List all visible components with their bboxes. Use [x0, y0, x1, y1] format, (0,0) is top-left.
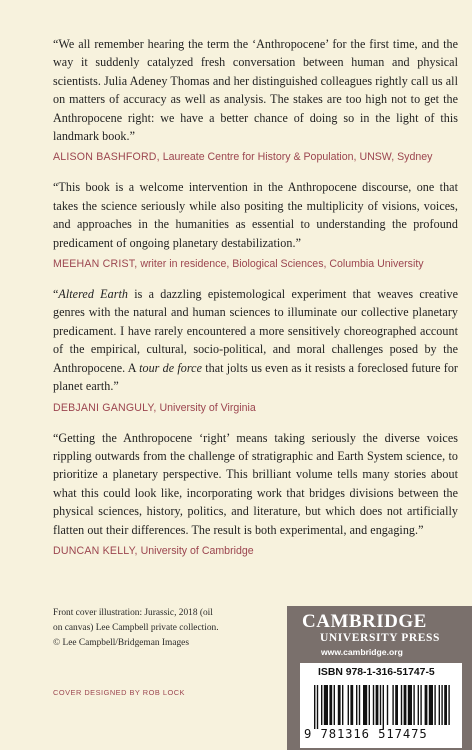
quote-middle: is a dazzling epistemological experiment that weaves creative genres with the natural and human sciences to illuminate our collective planetary predicament. I have rarely encountered a more sensitively choreographed account of the empirical, cultural, socio-political, and moral challenges posed by the Anthropocene. A	[53, 287, 458, 375]
publisher-url: www.cambridge.org	[321, 647, 403, 657]
quote-text: “Getting the Anthropocene ‘right’ means taking seriously the diverse voices rippling outwards from the challenge of stratigraphic and Earth System science, to prioritize a planetary perspective. This brilliant volume tells many stories about what this could look like, incorporating work that bridges divisions between the physical sciences, history, politics, and literature, but which does not artificially flatten out their differences. The result is both experimental, and engaging.”	[53, 430, 458, 537]
barcode-digits: 9 781316 517475	[304, 727, 428, 741]
credit-line: © Lee Campbell/Bridgeman Images	[53, 638, 189, 648]
isbn-label: ISBN 978-1-316-51747-5	[318, 667, 435, 678]
barcode-bar	[401, 685, 402, 725]
publisher-subtitle: UNIVERSITY PRESS	[320, 632, 441, 644]
barcode-bar	[348, 685, 349, 725]
endorsement-bashford	[53, 35, 458, 164]
barcode-bar	[448, 685, 449, 725]
barcode-bar	[363, 685, 367, 725]
barcode-bar	[420, 685, 421, 725]
barcode-bar	[434, 685, 435, 725]
book-title: Altered Earth	[58, 287, 128, 302]
credit-line: Front cover illustration: Jurassic, 2018 (oil	[53, 608, 213, 618]
cover-designer-credit: COVER DESIGNED BY ROB LOCK	[53, 688, 185, 697]
barcode-bar	[392, 685, 393, 725]
barcode-panel	[300, 663, 462, 748]
barcode-bar	[321, 685, 322, 725]
quote-open: “	[53, 287, 59, 302]
credit-line: on canvas) Lee Campbell private collection.	[53, 623, 219, 633]
barcode-bar	[395, 685, 398, 725]
attribution	[53, 401, 458, 415]
barcode-bar	[359, 685, 360, 725]
barcode-bar	[413, 685, 414, 725]
quote-end: that jolts us even as it resists a foreclosed future for planet earth.”	[53, 360, 458, 394]
publisher-name: CAMBRIDGE	[302, 611, 427, 632]
barcode-bar	[439, 685, 440, 725]
barcode-bar	[376, 685, 379, 725]
barcode-bar	[373, 685, 374, 725]
endorser-affiliation: University of Cambridge	[140, 544, 254, 557]
endorsement-ganguly	[53, 285, 458, 414]
barcode-bar	[387, 685, 388, 725]
endorser-name: DEBJANI GANGULY,	[53, 401, 157, 414]
barcode-bar	[404, 685, 407, 725]
endorser-affiliation: University of Virginia	[159, 401, 256, 414]
endorser-affiliation: writer in residence, Biological Sciences, Columbia University	[140, 258, 424, 271]
barcode-bar	[369, 685, 370, 725]
endorsement-crist	[53, 178, 458, 271]
attribution	[53, 257, 458, 271]
attribution	[53, 150, 458, 164]
barcode-bar	[444, 685, 447, 725]
barcode-icon	[312, 685, 454, 729]
barcode-bar	[324, 685, 328, 725]
endorsements	[53, 35, 458, 572]
quote-text: “This book is a welcome intervention in the Anthropocene discourse, one that takes the science seriously while also positing the multiplicity of visions, voices, and approaches in the humanities as essential to understanding the profound predicament of ongoing planetary destabilization.”	[53, 180, 458, 250]
barcode-bar	[356, 685, 357, 725]
quote-text: “We all remember hearing the term the ‘Anthropocene’ for the first time, and the way it suddenly catalyzed fresh conversation between human and physical scientists. Julia Adeney Thomas and her distinguished colleagues rightly call us all on matters of accuracy as well as analysis. The stakes are too high not to get the Anthropocene right: we have a better chance of doing so in the light of this landmark book.”	[53, 37, 458, 144]
quote-text	[53, 285, 458, 395]
barcode-bar	[383, 685, 384, 729]
endorsement-kelly	[53, 429, 458, 558]
barcode-bar	[380, 685, 381, 725]
barcode-bar	[350, 685, 353, 725]
attribution	[53, 544, 458, 558]
barcode-bar	[338, 685, 341, 725]
barcode-bar	[408, 685, 412, 725]
barcode-bar	[429, 685, 433, 725]
endorser-name: MEEHAN CRIST,	[53, 258, 138, 271]
endorser-name: DUNCAN KELLY,	[53, 544, 138, 557]
barcode-bar	[317, 685, 318, 729]
endorser-affiliation: Laureate Centre for History & Population, UNSW, Sydney	[162, 151, 433, 164]
barcode-bar	[314, 685, 315, 729]
barcode-bar	[334, 685, 335, 725]
barcode-bar	[425, 685, 428, 725]
barcode-bar	[342, 685, 343, 725]
endorser-name: ALISON BASHFORD,	[53, 151, 160, 164]
barcode-bar	[329, 685, 332, 725]
barcode-bar	[441, 685, 442, 725]
cover-illustration-credit	[53, 606, 253, 651]
italic-phrase: tour de force	[139, 360, 203, 375]
barcode-bar	[418, 685, 419, 725]
